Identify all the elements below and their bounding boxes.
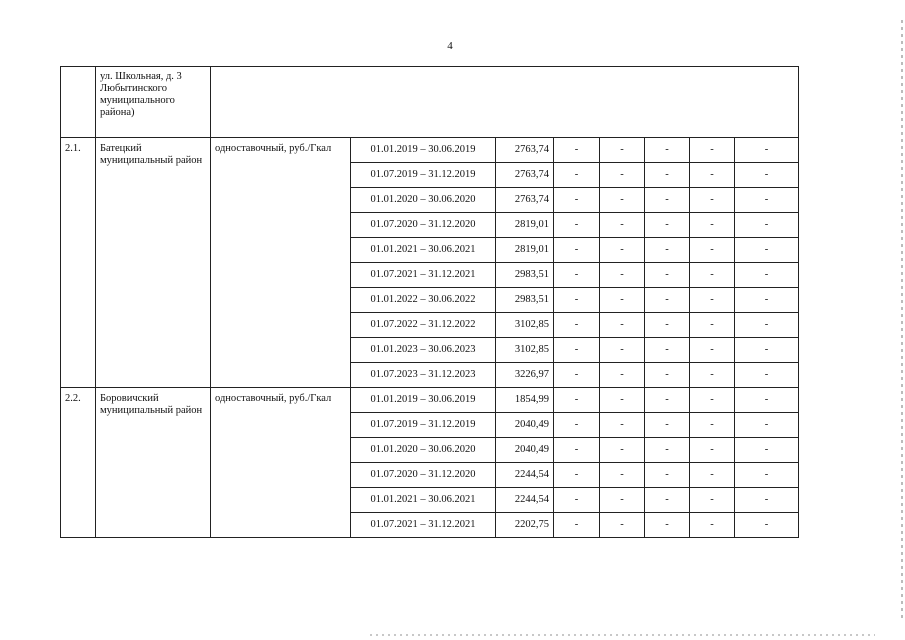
cell-dash: -: [554, 413, 600, 438]
cell-dash: -: [735, 238, 799, 263]
cell-dash: -: [554, 288, 600, 313]
cell-dash: -: [600, 363, 645, 388]
cell-tariff-value: 2244,54: [496, 488, 554, 513]
cell-tariff-value: 2040,49: [496, 413, 554, 438]
cell-dash: -: [554, 438, 600, 463]
cell-dash: -: [735, 438, 799, 463]
cell-dash: -: [600, 163, 645, 188]
cell-dash: -: [690, 188, 735, 213]
cell-dash: -: [735, 288, 799, 313]
cell-dash: -: [645, 238, 690, 263]
cell-dash: -: [554, 238, 600, 263]
table-row: [61, 138, 799, 163]
cell-dash: -: [554, 338, 600, 363]
tariff-table: [60, 66, 799, 538]
cell-dash: -: [554, 463, 600, 488]
cell-period: 01.07.2020 – 31.12.2020: [351, 213, 496, 238]
cell-dash: -: [645, 163, 690, 188]
cell-dash: -: [600, 388, 645, 413]
cell-dash: -: [735, 488, 799, 513]
cell-tariff-value: 2763,74: [496, 163, 554, 188]
cell-dash: -: [554, 513, 600, 538]
cell-period: 01.07.2022 – 31.12.2022: [351, 313, 496, 338]
cell-dash: -: [645, 363, 690, 388]
cell-dash: -: [735, 388, 799, 413]
cell-period: 01.07.2023 – 31.12.2023: [351, 363, 496, 388]
cell-tariff-value: 2244,54: [496, 463, 554, 488]
cell-dash: -: [645, 463, 690, 488]
cell-tariff-value: 2763,74: [496, 188, 554, 213]
cell-tariff-value: 3102,85: [496, 313, 554, 338]
cell-dash: -: [600, 413, 645, 438]
cell-tariff-value: 2763,74: [496, 138, 554, 163]
cell-dash: -: [554, 138, 600, 163]
cell-tariff-value: 2202,75: [496, 513, 554, 538]
cell-period: 01.01.2019 – 30.06.2019: [351, 388, 496, 413]
cell-dash: -: [554, 363, 600, 388]
cell-item-number: 2.2.: [61, 388, 96, 538]
cell-tariff-value: 1854,99: [496, 388, 554, 413]
cell-period: 01.01.2020 – 30.06.2020: [351, 188, 496, 213]
cell-dash: -: [645, 213, 690, 238]
cell-dash: -: [554, 263, 600, 288]
cell-dash: -: [600, 288, 645, 313]
cell-dash: -: [645, 263, 690, 288]
cell-dash: -: [600, 463, 645, 488]
cell-dash: -: [690, 513, 735, 538]
cell-dash: -: [690, 288, 735, 313]
cell-dash: -: [554, 188, 600, 213]
cell-dash: -: [690, 163, 735, 188]
cell-dash: -: [645, 338, 690, 363]
cell-tariff-value: 2983,51: [496, 263, 554, 288]
cell-dash: -: [735, 338, 799, 363]
cell-dash: -: [735, 463, 799, 488]
cell-dash: -: [554, 388, 600, 413]
cell-dash: -: [690, 263, 735, 288]
cell-dash: -: [735, 263, 799, 288]
cell-dash: -: [600, 338, 645, 363]
cell-dash: -: [735, 313, 799, 338]
cell-dash: -: [600, 263, 645, 288]
cell-period: 01.07.2019 – 31.12.2019: [351, 413, 496, 438]
cell-dash: -: [645, 188, 690, 213]
cell-dash: -: [600, 138, 645, 163]
cell-period: 01.01.2019 – 30.06.2019: [351, 138, 496, 163]
cell-dash: -: [690, 313, 735, 338]
cell-dash: -: [690, 463, 735, 488]
cell-tariff-value: 2983,51: [496, 288, 554, 313]
cell-dash: -: [600, 488, 645, 513]
cell-merged-empty: [211, 67, 799, 138]
cell-tariff-value: 2819,01: [496, 213, 554, 238]
cell-name-continuation: ул. Школьная, д. 3 Любытинского муниципального района): [96, 67, 211, 138]
cell-dash: -: [554, 488, 600, 513]
cell-dash: -: [554, 163, 600, 188]
cell-dash: -: [690, 413, 735, 438]
cell-dash: -: [690, 488, 735, 513]
cell-dash: -: [645, 488, 690, 513]
cell-dash: -: [645, 413, 690, 438]
cell-period: 01.07.2021 – 31.12.2021: [351, 513, 496, 538]
cell-dash: -: [690, 338, 735, 363]
cell-period: 01.01.2020 – 30.06.2020: [351, 438, 496, 463]
cell-dash: -: [645, 138, 690, 163]
cell-dash: -: [600, 438, 645, 463]
cell-period: 01.01.2022 – 30.06.2022: [351, 288, 496, 313]
cell-district-name: Боровичский муниципальный район: [96, 388, 211, 538]
table-row-continuation: [61, 67, 799, 138]
cell-dash: -: [600, 513, 645, 538]
cell-period: 01.07.2020 – 31.12.2020: [351, 463, 496, 488]
cell-tariff-value: 3226,97: [496, 363, 554, 388]
cell-dash: -: [690, 438, 735, 463]
cell-dash: -: [735, 138, 799, 163]
table-body: [61, 67, 799, 538]
cell-dash: -: [645, 513, 690, 538]
cell-tariff-value: 2819,01: [496, 238, 554, 263]
scan-bottom-artifact: [370, 634, 875, 636]
cell-dash: -: [735, 363, 799, 388]
cell-dash: -: [735, 188, 799, 213]
cell-dash: -: [690, 363, 735, 388]
cell-dash: -: [600, 213, 645, 238]
cell-dash: -: [600, 238, 645, 263]
cell-tariff-value: 3102,85: [496, 338, 554, 363]
cell-district-name: Батецкий муниципальный район: [96, 138, 211, 388]
cell-period: 01.07.2019 – 31.12.2019: [351, 163, 496, 188]
cell-period: 01.01.2021 – 30.06.2021: [351, 238, 496, 263]
cell-tariff-kind: одноставочный, руб./Гкал: [211, 388, 351, 538]
cell-dash: -: [735, 163, 799, 188]
cell-dash: -: [554, 313, 600, 338]
cell-dash: -: [690, 238, 735, 263]
cell-dash: -: [690, 213, 735, 238]
cell-dash: -: [645, 313, 690, 338]
cell-period: 01.07.2021 – 31.12.2021: [351, 263, 496, 288]
page-number: 4: [447, 40, 453, 52]
cell-item-number: 2.1.: [61, 138, 96, 388]
cell-dash: -: [645, 288, 690, 313]
cell-tariff-kind: одноставочный, руб./Гкал: [211, 138, 351, 388]
cell-dash: -: [690, 388, 735, 413]
cell-num-empty: [61, 67, 96, 138]
cell-tariff-value: 2040,49: [496, 438, 554, 463]
cell-dash: -: [645, 388, 690, 413]
cell-dash: -: [600, 313, 645, 338]
cell-dash: -: [645, 438, 690, 463]
scan-edge-artifact: [901, 20, 903, 620]
cell-dash: -: [735, 213, 799, 238]
cell-dash: -: [554, 213, 600, 238]
cell-period: 01.01.2021 – 30.06.2021: [351, 488, 496, 513]
cell-period: 01.01.2023 – 30.06.2023: [351, 338, 496, 363]
cell-dash: -: [690, 138, 735, 163]
cell-dash: -: [735, 513, 799, 538]
cell-dash: -: [735, 413, 799, 438]
cell-dash: -: [600, 188, 645, 213]
table-row: [61, 388, 799, 413]
